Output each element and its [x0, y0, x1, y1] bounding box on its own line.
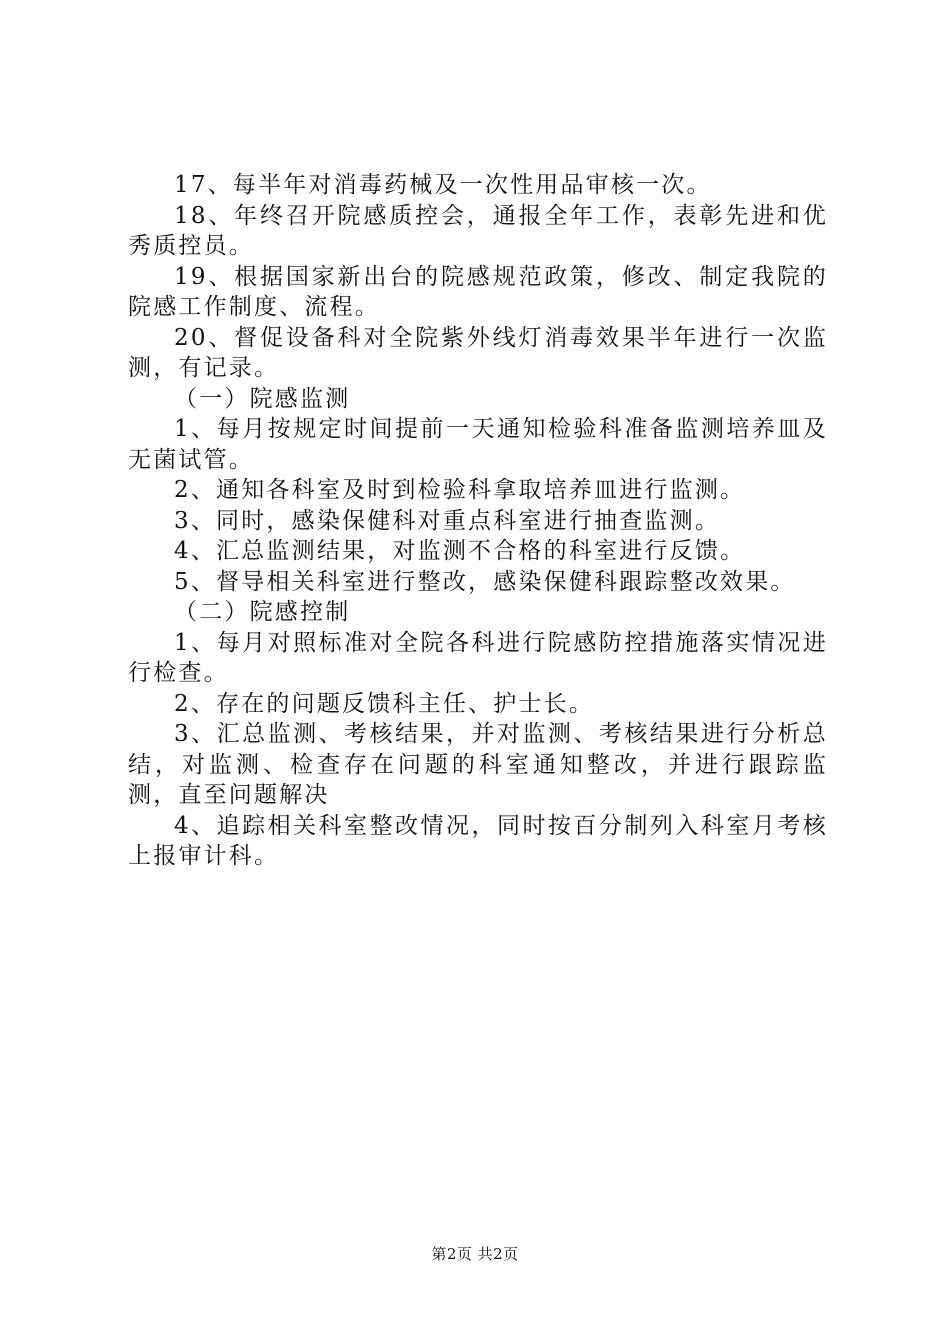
- monitoring-item-3: 3、同时，感染保健科对重点科室进行抽查监测。: [174, 507, 721, 534]
- paragraph-item-20: 20、督促设备科对全院紫外线灯消毒效果半年进行一次监测，有记录。: [128, 324, 828, 381]
- monitoring-item-2: 2、通知各科室及时到检验科拿取培养皿进行监测。: [174, 477, 746, 503]
- control-item-2: 2、存在的问题反馈科主任、护士长。: [174, 690, 595, 717]
- control-item-4: 4、追踪相关科室整改情况，同时按百分制列入科室月考核上报审计科。: [128, 812, 828, 869]
- section-heading-control: （二）院感控制: [174, 599, 351, 625]
- page-footer: 第2页 共2页: [431, 1245, 519, 1263]
- monitoring-item-4: 4、汇总监测结果，对监测不合格的科室进行反馈。: [174, 538, 746, 564]
- control-item-1: 1、每月对照标准对全院各科进行院感防控措施落实情况进行检查。: [128, 629, 828, 686]
- paragraph-item-19: 19、根据国家新出台的院感规范政策，修改、制定我院的院感工作制度、流程。: [128, 263, 828, 320]
- paragraph-item-17: 17、每半年对消毒药械及一次性用品审核一次。: [174, 172, 712, 198]
- paragraph-item-18: 18、年终召开院感质控会，通报全年工作，表彰先进和优秀质控员。: [128, 202, 828, 259]
- monitoring-item-1: 1、每月按规定时间提前一天通知检验科准备监测培养皿及无菌试管。: [128, 416, 828, 473]
- document-body: [128, 170, 828, 872]
- control-item-3: 3、汇总监测、考核结果，并对监测、考核结果进行分析总结，对监测、检查存在问题的科室通知整改，并进行跟踪监测，直至问题解决: [128, 721, 828, 808]
- section-heading-monitoring: （一）院感监测: [174, 385, 351, 412]
- monitoring-item-5: 5、督导相关科室进行整改，感染保健科跟踪整改效果。: [174, 568, 796, 595]
